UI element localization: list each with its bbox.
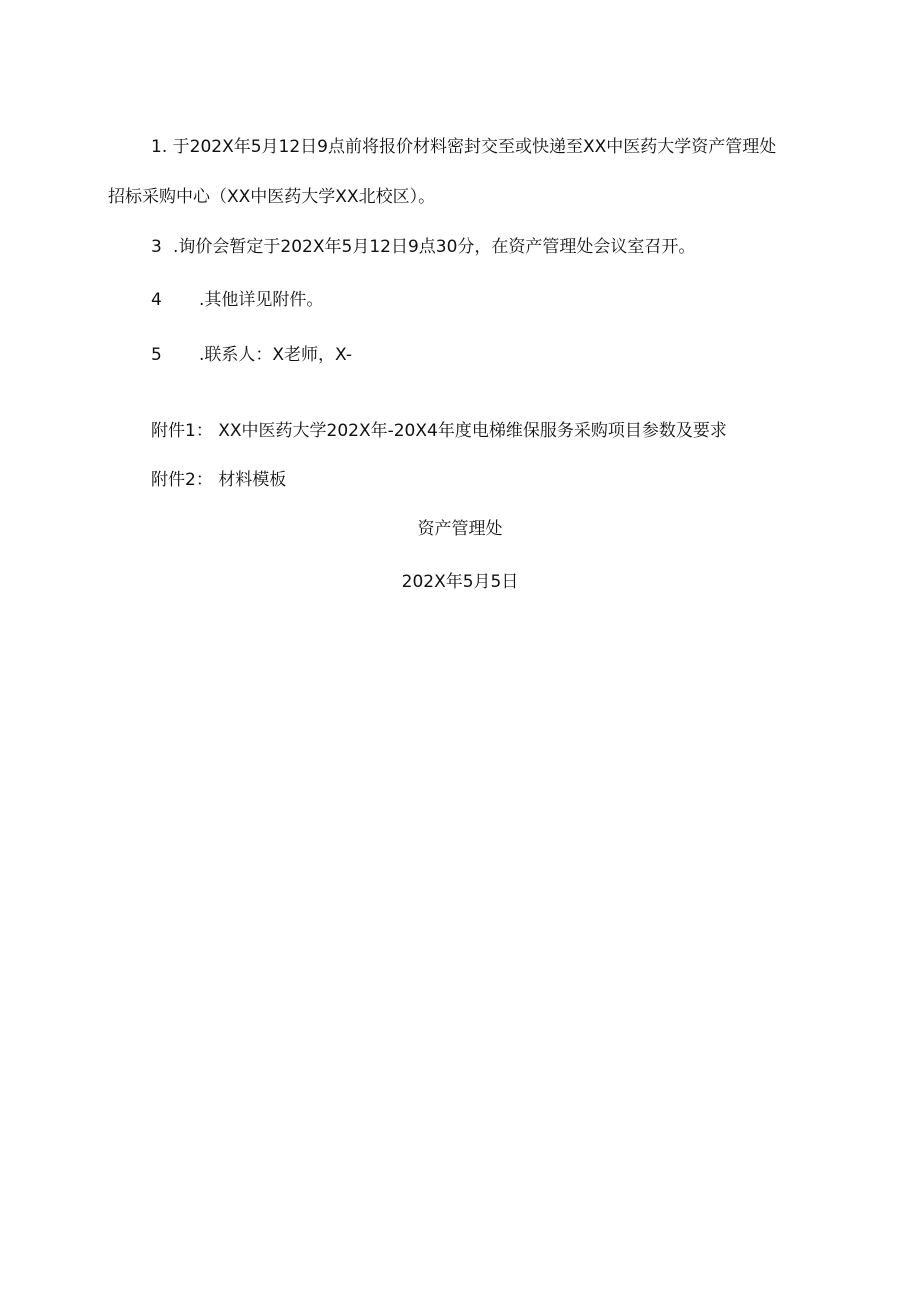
item-1-line-2: 招标采购中心（XX中医药大学XX北校区）。: [108, 187, 436, 207]
signature-date: 202X年5月5日: [401, 572, 519, 592]
item-5-number: 5: [151, 345, 162, 365]
signature-department: 资产管理处: [417, 519, 503, 539]
item-4: [151, 289, 323, 311]
attachment-1: 附件1： XX中医药大学202X年-20X4年度电梯维保服务采购项目参数及要求: [151, 421, 727, 441]
attachment-2: 附件2： 材料模板: [151, 470, 287, 490]
item-1-line-1: 1. 于202X年5月12日9点前将报价材料密封交至或快递至XX中医药大学资产管理处: [151, 137, 777, 157]
item-5-text: .联系人：X老师，X-: [199, 345, 352, 365]
item-4-text: .其他详见附件。: [199, 290, 324, 310]
item-3: [151, 236, 695, 258]
item-5: [151, 344, 352, 366]
item-3-number: 3: [151, 237, 162, 257]
item-3-text: .询价会暂定于202X年5月12日9点30分，在资产管理处会议室召开。: [173, 237, 696, 257]
item-4-number: 4: [151, 290, 162, 310]
